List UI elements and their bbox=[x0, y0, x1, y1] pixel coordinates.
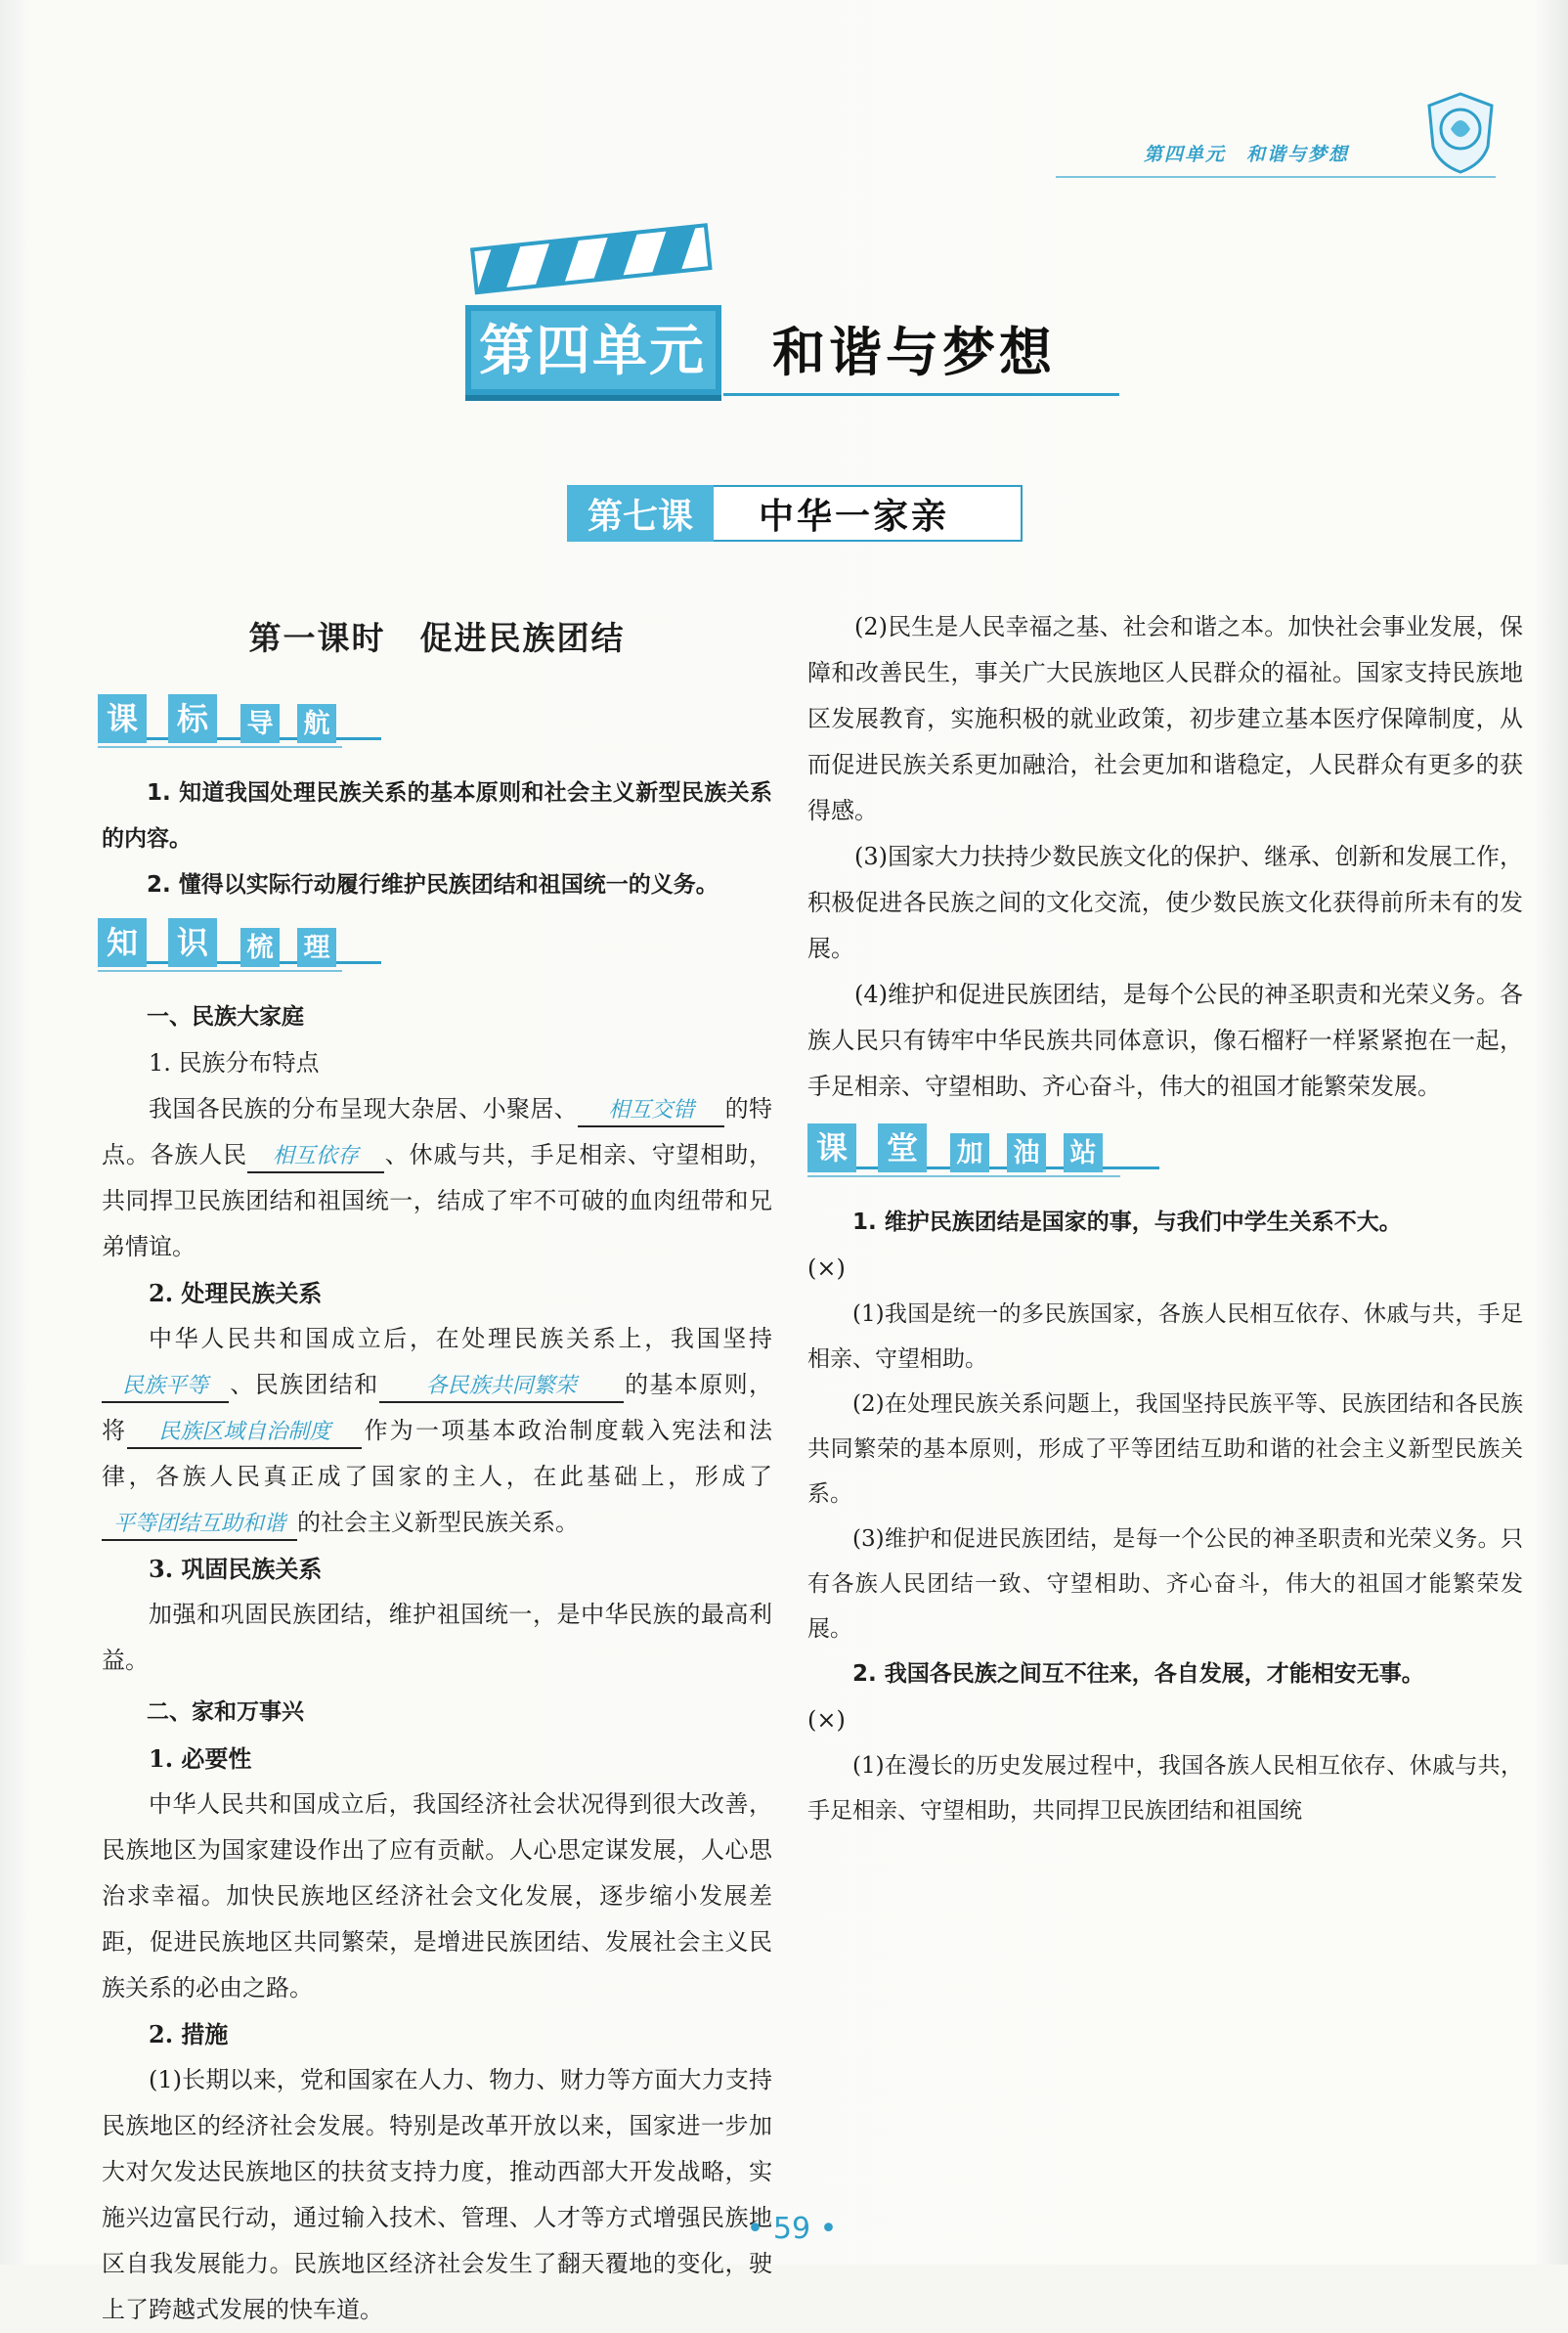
section-chip: 梳 bbox=[240, 928, 280, 967]
section-chip: 油 bbox=[1007, 1133, 1046, 1172]
section-chip: 加 bbox=[950, 1133, 989, 1172]
question-text: 1. 维护民族团结是国家的事，与我们中学生关系不大。 bbox=[852, 1210, 1402, 1235]
section-chip: 堂 bbox=[878, 1123, 927, 1172]
text-run: 、民族团结和 bbox=[229, 1371, 379, 1398]
lesson-tag: 第七课 bbox=[567, 485, 714, 542]
answer-mark: (×) bbox=[807, 1255, 846, 1282]
text-run: 中华人民共和国成立后，在处理民族关系上，我国坚持 bbox=[149, 1325, 772, 1352]
unit-title-rule bbox=[723, 393, 1119, 396]
publisher-logo-icon bbox=[1423, 90, 1498, 176]
header-rule bbox=[1056, 176, 1496, 178]
paragraph: (3)国家大力扶持少数民族文化的保护、继承、创新和发展工作，积极促进各民族之间的文化交流，使少数民族文化获得前所未有的发展。 bbox=[807, 843, 1523, 962]
answer-paragraph: (1)在漫长的历史发展过程中，我国各族人民相互依存、休戚与共，手足相亲、守望相助，共同捍卫民族团结和祖国统 bbox=[807, 1753, 1523, 1824]
period-title: 第一课时 促进民族团结 bbox=[248, 619, 626, 657]
left-column bbox=[102, 616, 772, 2333]
handwritten-answer: 民族平等 bbox=[102, 1372, 229, 1403]
right-column bbox=[807, 604, 1523, 1833]
paragraph bbox=[102, 1086, 772, 1270]
paragraph: (1)长期以来，党和国家在人力、物力、财力等方面大力支持民族地区的经济社会发展。特别是改革开放以来，国家进一步加大对欠发达民族地区的扶贫支持力度，推动西部大开发战略，实施兴边富民行动，通过输入技术、管理、人才等方式增强民族地区自我发展能力。民族地区经济社会发生了翻天覆地的变化，驶上了跨越式发展的快车道。 bbox=[102, 2066, 772, 2323]
text-run: 的特点。各族人民 bbox=[102, 1095, 773, 1168]
section-chip: 识 bbox=[168, 918, 217, 967]
part-heading: 一、民族大家庭 bbox=[147, 1004, 304, 1030]
answer-paragraph: (3)维护和促进民族团结，是每一个公民的神圣职责和光荣义务。只有各族人民团结一致、守望相助、齐心奋斗，伟大的祖国才能繁荣发展。 bbox=[807, 1526, 1523, 1642]
paragraph: (4)维护和促进民族团结，是每个公民的神圣职责和光荣义务。各族人民只有铸牢中华民族共同体意识，像石榴籽一样紧紧抱在一起，手足相亲、守望相助、齐心奋斗，伟大的祖国才能繁荣发展。 bbox=[807, 981, 1523, 1100]
page-number: • 59 • bbox=[746, 2212, 838, 2246]
question-text: 2. 我国各民族之间互不往来，各自发展，才能相安无事。 bbox=[852, 1661, 1424, 1687]
paragraph: 中华人民共和国成立后，我国经济社会状况得到很大改善，民族地区为国家建设作出了应有贡献。人心思定谋发展，人心思治求幸福。加快民族地区经济社会文化发展，逐步缩小发展差距，促进民族地区共同繁荣，是增进民族团结、发展社会主义民族关系的必由之路。 bbox=[102, 1790, 772, 2002]
lesson-title: 中华一家亲 bbox=[759, 497, 950, 537]
section-chip: 课 bbox=[807, 1123, 856, 1172]
section-header-practice bbox=[807, 1123, 1523, 1186]
section-header-guide bbox=[98, 694, 772, 757]
section-chip: 航 bbox=[297, 704, 336, 743]
paragraph: (2)民生是人民幸福之基、社会和谐之本。加快社会事业发展，保障和改善民生，事关广大民族地区人民群众的福祉。国家支持民族地区发展教育，实施积极的就业政策，初步建立基本医疗保障制度，从而促进民族关系更加融洽，社会更加和谐稳定，人民群众有更多的获得感。 bbox=[807, 613, 1523, 824]
paragraph: 加强和巩固民族团结，维护祖国统一，是中华民族的最高利益。 bbox=[102, 1601, 772, 1674]
text-run: 我国各民族的分布呈现大杂居、小聚居、 bbox=[149, 1095, 579, 1122]
handwritten-answer: 平等团结互助和谐 bbox=[102, 1510, 297, 1541]
unit-badge: 第四单元 bbox=[479, 320, 706, 383]
section-chip: 知 bbox=[98, 918, 147, 967]
handwritten-answer: 相互依存 bbox=[247, 1142, 384, 1173]
guide-item: 1. 知道我国处理民族关系的基本原则和社会主义新型民族关系的内容。 bbox=[102, 780, 772, 852]
section-chip: 站 bbox=[1064, 1133, 1103, 1172]
section-chip: 理 bbox=[297, 928, 336, 967]
text-run: 的社会主义新型民族关系。 bbox=[297, 1509, 579, 1536]
practice-question bbox=[807, 1200, 1523, 1246]
handwritten-answer: 相互交错 bbox=[578, 1096, 724, 1127]
guide-item: 2. 懂得以实际行动履行维护民族团结和祖国统一的义务。 bbox=[147, 872, 719, 898]
running-header: 第四单元 和谐与梦想 bbox=[1144, 144, 1350, 165]
answer-paragraph: (2)在处理民族关系问题上，我国坚持民族平等、民族团结和各民族共同繁荣的基本原则，形成了平等团结互助和谐的社会主义新型民族关系。 bbox=[807, 1391, 1523, 1507]
paragraph bbox=[102, 1316, 772, 1546]
subsection-title: 1. 民族分布特点 bbox=[149, 1049, 320, 1077]
unit-title: 和谐与梦想 bbox=[772, 322, 1056, 383]
part-heading: 二、家和万事兴 bbox=[147, 1699, 304, 1725]
subsection-title: 1. 必要性 bbox=[149, 1744, 252, 1773]
subsection-title: 3. 巩固民族关系 bbox=[149, 1555, 323, 1583]
text-run: 的基本原则，将 bbox=[102, 1371, 773, 1444]
answer-paragraph: (1)我国是统一的多民族国家，各族人民相互依存、休戚与共，手足相亲、守望相助。 bbox=[807, 1301, 1523, 1372]
handwritten-answer: 各民族共同繁荣 bbox=[379, 1372, 624, 1403]
section-header-knowledge bbox=[98, 918, 772, 981]
subsection-title: 2. 处理民族关系 bbox=[149, 1279, 323, 1307]
text-run: 、休戚与共，手足相亲、守望相助，共同捍卫民族团结和祖国统一，结成了牢不可破的血肉纽带和兄弟情谊。 bbox=[102, 1141, 773, 1260]
section-chip: 标 bbox=[168, 694, 217, 743]
section-chip: 课 bbox=[98, 694, 147, 743]
subsection-title: 2. 措施 bbox=[149, 2020, 229, 2048]
answer-mark: (×) bbox=[807, 1706, 846, 1734]
section-chip: 导 bbox=[240, 704, 280, 743]
text-run: 作为一项基本政治制度载入宪法和法律，各族人民真正成了国家的主人，在此基础上，形成了 bbox=[102, 1417, 773, 1490]
practice-question bbox=[807, 1651, 1523, 1697]
handwritten-answer: 民族区域自治制度 bbox=[127, 1418, 362, 1449]
